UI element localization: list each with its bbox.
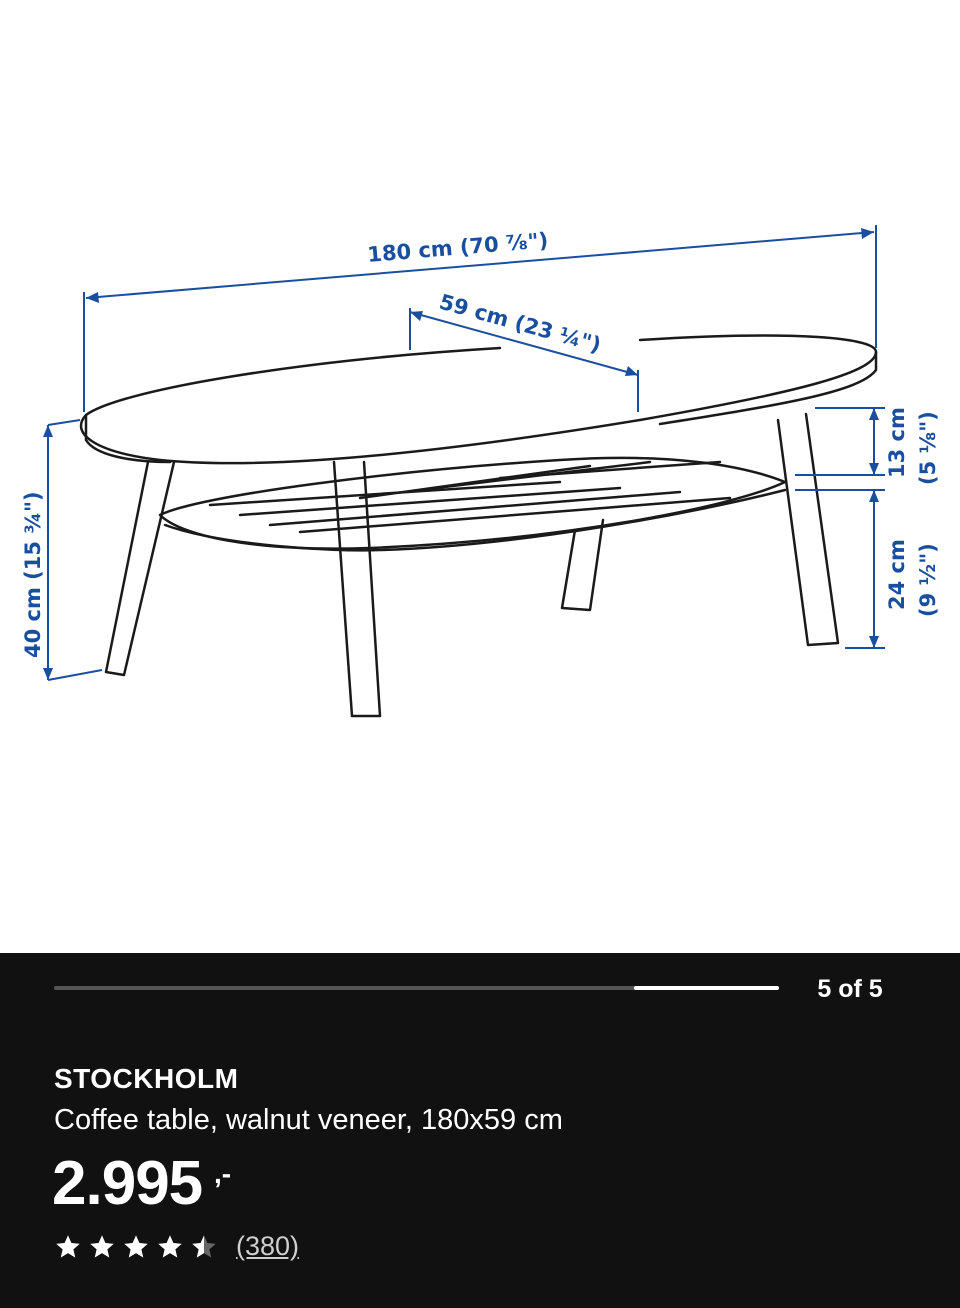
star-icon xyxy=(54,1233,82,1261)
shelf-height-inches: (9 ½") xyxy=(916,543,940,617)
rating-stars xyxy=(54,1233,218,1261)
top-clearance-dimension: 13 cm xyxy=(885,407,909,478)
star-icon xyxy=(190,1233,218,1261)
product-price: 2.995 xyxy=(52,1149,203,1218)
length-dimension: 180 cm (70 ⁷⁄₈") xyxy=(366,228,550,267)
product-info-panel xyxy=(0,953,960,1308)
depth-dimension: 59 cm (23 ¼") xyxy=(436,289,604,358)
rating[interactable] xyxy=(54,1231,299,1262)
gallery-progress-track[interactable] xyxy=(54,986,779,990)
review-count-link[interactable]: (380) xyxy=(236,1231,300,1261)
star-icon xyxy=(122,1233,150,1261)
product-name: STOCKHOLM xyxy=(54,1063,239,1094)
product-description: Coffee table, walnut veneer, 180x59 cm xyxy=(54,1104,563,1136)
gallery-progress-fill xyxy=(634,986,779,990)
price-suffix: ,- xyxy=(214,1158,232,1189)
star-icon xyxy=(156,1233,184,1261)
top-clearance-inches: (5 ⅛") xyxy=(916,411,940,485)
shelf-height-dimension: 24 cm xyxy=(885,539,909,610)
slide-counter: 5 of 5 xyxy=(817,975,883,1003)
star-icon xyxy=(88,1233,116,1261)
height-dimension: 40 cm (15 ¾") xyxy=(21,491,45,658)
